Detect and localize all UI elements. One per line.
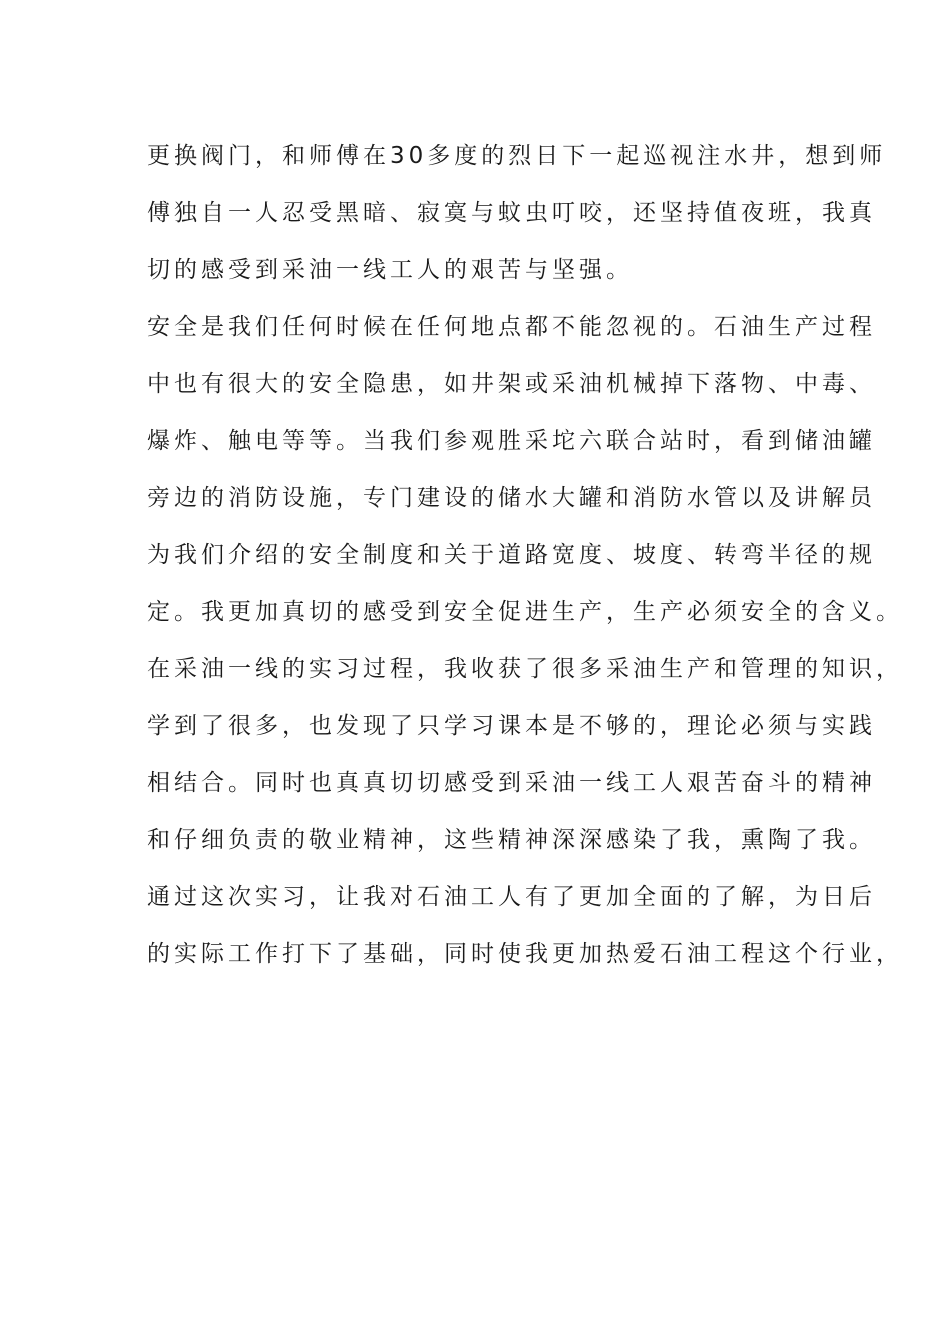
document-body — [147, 128, 903, 983]
text-line: 定。我更加真切的感受到安全促进生产，生产必须安全的含义。 — [147, 599, 903, 625]
text-line: 切的感受到采油一线工人的艰苦与坚强。 — [147, 257, 633, 283]
text-line: 中也有很大的安全隐患，如井架或采油机械掉下落物、中毒、 — [147, 371, 876, 397]
text-line: 爆炸、触电等等。当我们参观胜采坨六联合站时，看到储油罐 — [147, 428, 876, 454]
text-line: 学到了很多，也发现了只学习课本是不够的，理论必须与实践 — [147, 713, 876, 739]
text-line: 和仔细负责的敬业精神，这些精神深深感染了我，熏陶了我。 — [147, 827, 876, 853]
text-line: 旁边的消防设施，专门建设的储水大罐和消防水管以及讲解员 — [147, 485, 876, 511]
text-line: 在采油一线的实习过程，我收获了很多采油生产和管理的知识， — [147, 656, 903, 682]
text-line: 的实际工作打下了基础，同时使我更加热爱石油工程这个行业， — [147, 941, 903, 967]
text-line: 为我们介绍的安全制度和关于道路宽度、坡度、转弯半径的规 — [147, 542, 876, 568]
text-line: 傅独自一人忍受黑暗、寂寞与蚊虫叮咬，还坚持值夜班，我真 — [147, 200, 876, 226]
text-line: 通过这次实习，让我对石油工人有了更加全面的了解，为日后 — [147, 884, 876, 910]
text-line: 相结合。同时也真真切切感受到采油一线工人艰苦奋斗的精神 — [147, 770, 876, 796]
text-line: 安全是我们任何时候在任何地点都不能忽视的。石油生产过程 — [147, 314, 876, 340]
text-line: 更换阀门，和师傅在30多度的烈日下一起巡视注水井，想到师 — [147, 143, 887, 169]
